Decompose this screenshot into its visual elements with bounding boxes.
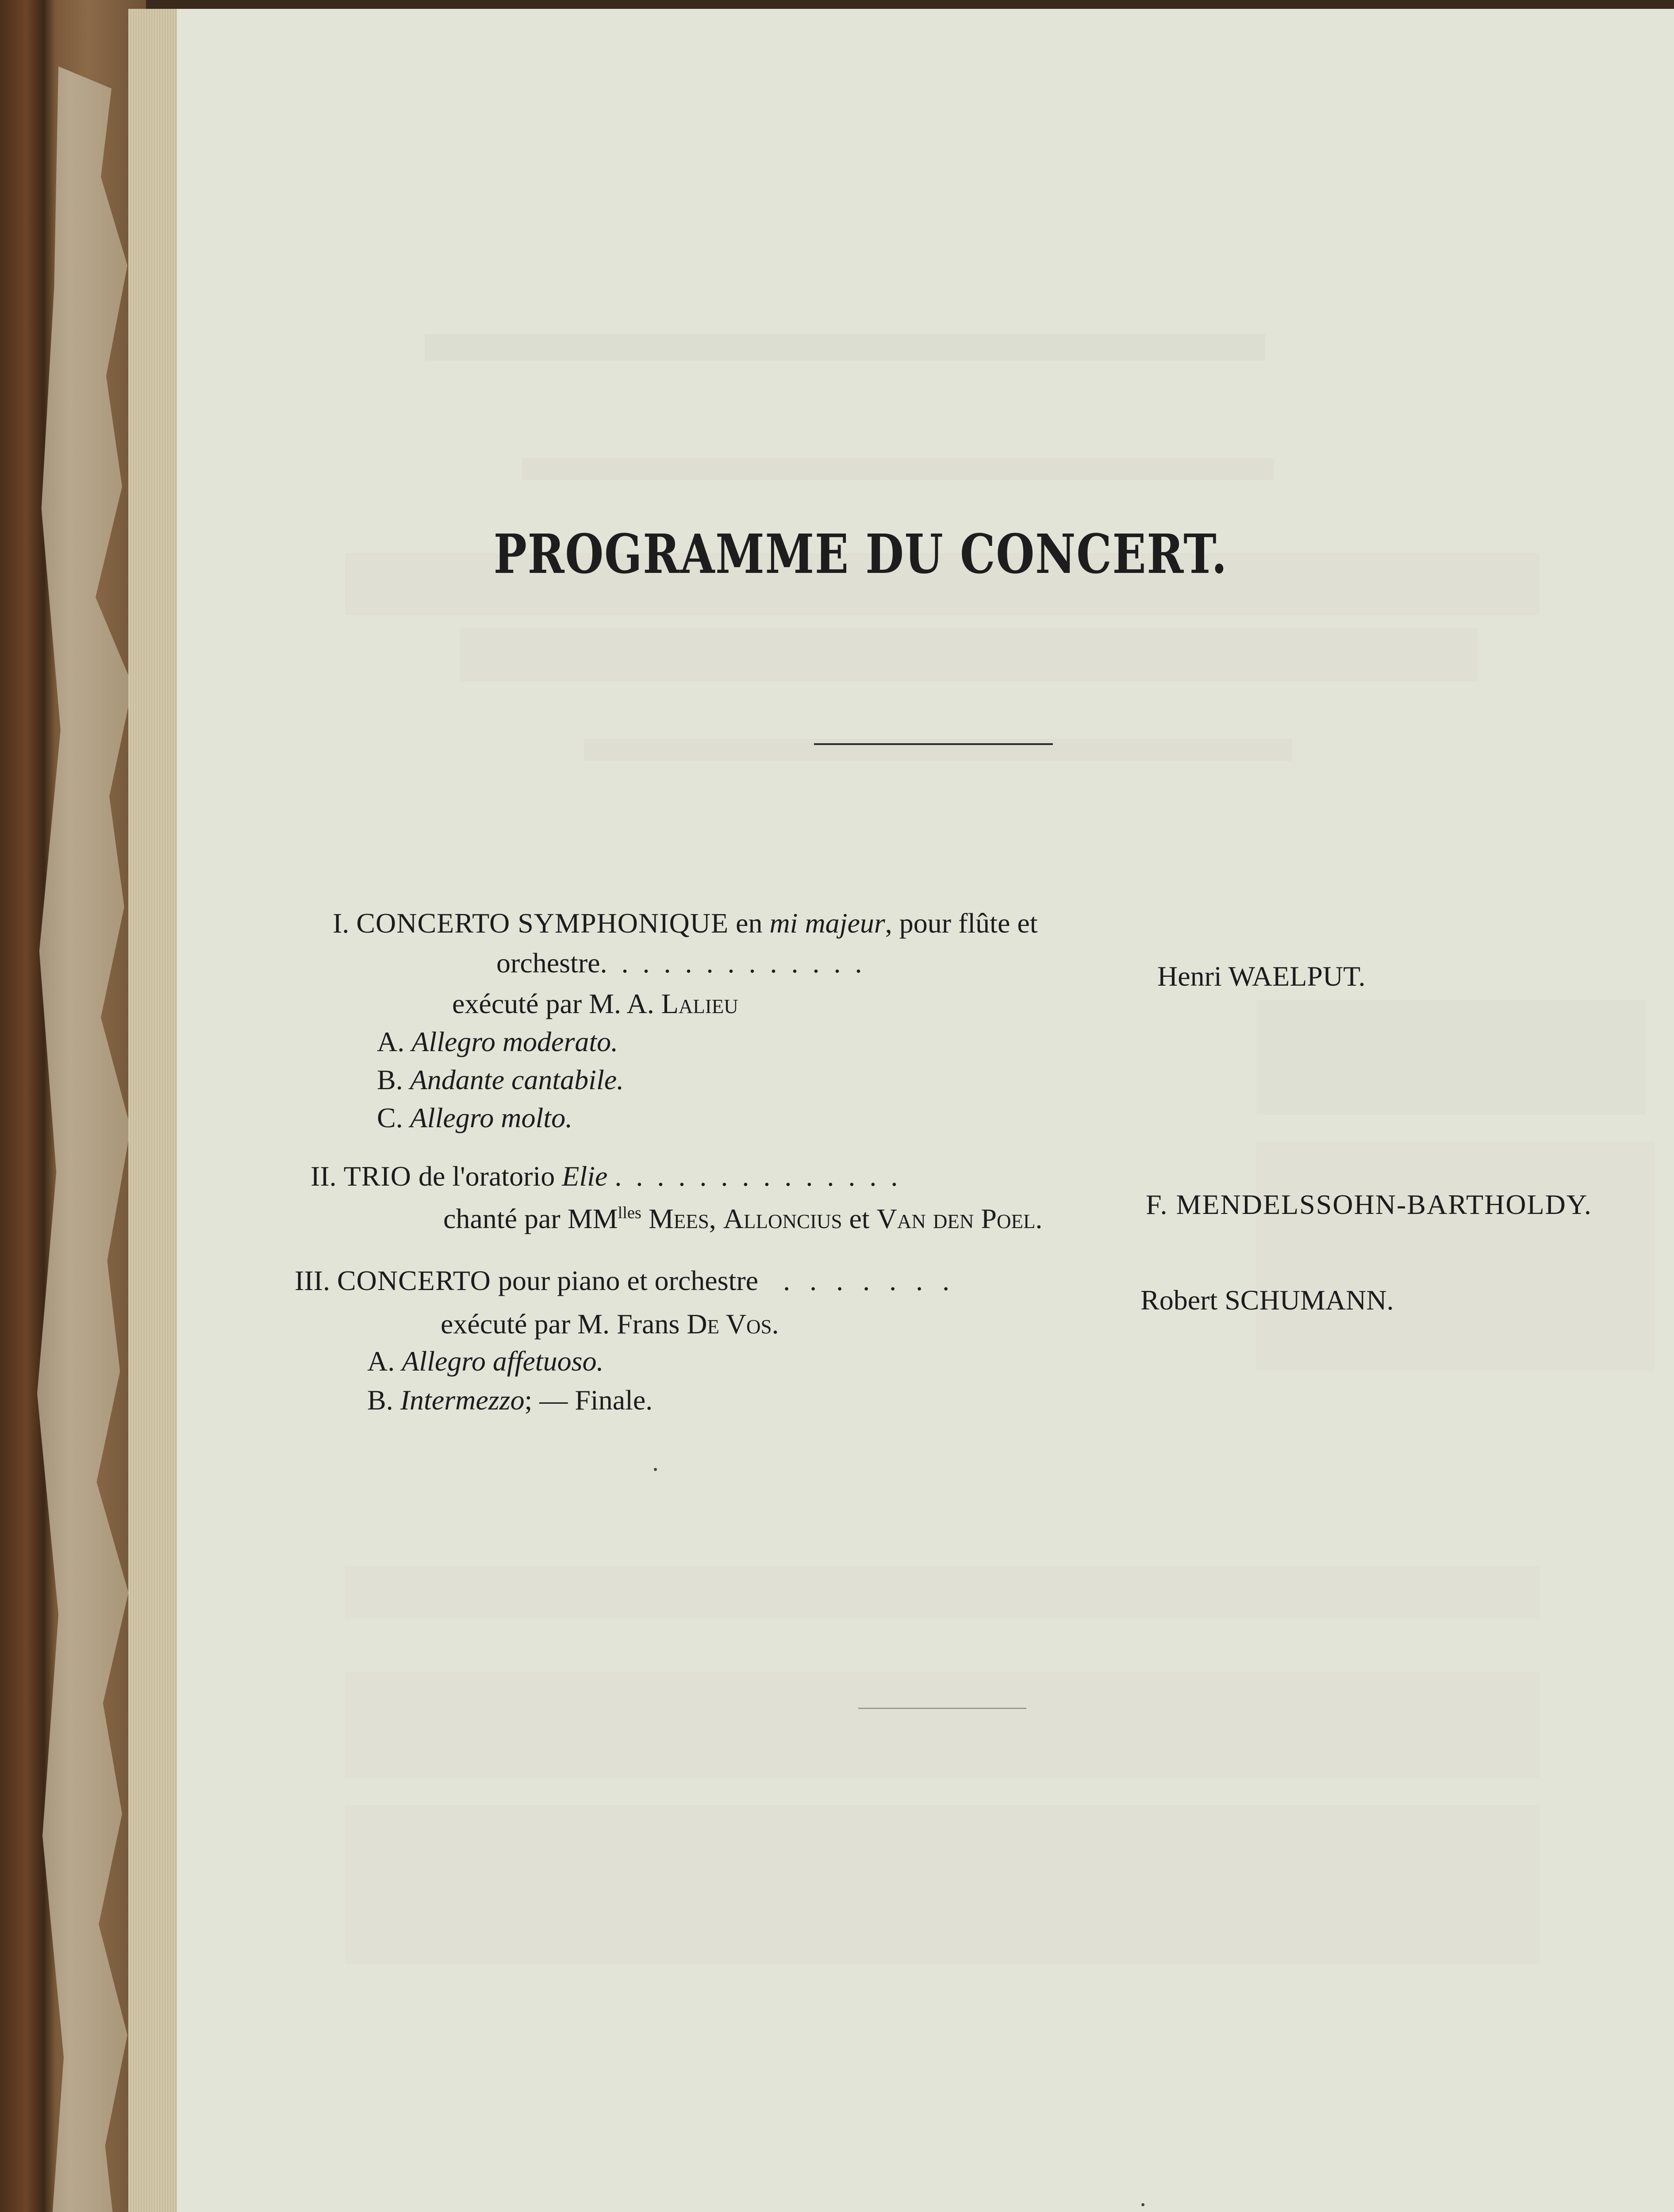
item-2-performance: chanté par $MM^{lles}$ Mees, Alloncius et Van den Poel. [443,1203,1043,1234]
bleed-through-line [584,739,1292,761]
item-3-movement-a [367,1345,603,1378]
item-1-desc-b: , pour flûte et [885,907,1038,939]
item-1-performance [452,987,738,1020]
item-3-dots: . . . . . . . [783,1265,956,1296]
item-2-composer: F. MENDELSSOHN-BARTHOLDY. [1146,1189,1592,1220]
item-2-dots: . . . . . . . . . . . . . . [614,1160,902,1192]
item-1-movement-a [377,1025,618,1058]
item-2-numeral: II. [311,1160,337,1192]
movement-letter: B. [367,1384,393,1416]
item-2-performer-c: Van den Poel. [876,1203,1043,1234]
item-2-perf-conj: et [849,1203,870,1234]
item-1-key: mi majeur [769,907,885,939]
item-1-movement-c [377,1102,572,1134]
ink-speck [1141,2203,1144,2206]
title-rule [814,743,1053,745]
movement-letter: A. [377,1026,405,1057]
item-3-line-1 [295,1264,956,1297]
item-2-performer-b: Alloncius [723,1203,842,1234]
bleed-through-line [522,458,1274,480]
item-1-line-2 [496,947,866,979]
item-2-desc-a: de l'oratorio [418,1160,555,1192]
item-2-perf-sup: lles [618,1203,641,1222]
item-1-work: CONCERTO SYMPHONIQUE [356,907,729,939]
bleed-through-line [345,1566,1540,1619]
movement-letter: A. [367,1345,395,1377]
item-1-perf-prefix: exécuté par M. A. [452,988,654,1019]
item-2-oratorio: Elie [562,1160,608,1192]
item-3-numeral: III. [295,1265,330,1296]
item-3-work: CONCERTO [337,1265,491,1296]
item-1-desc-a: en [736,907,763,939]
bleed-through-line [460,628,1478,681]
item-2-perf-prefix: chanté par MM [443,1203,618,1234]
item-3-composer: Robert SCHUMANN. [1140,1284,1394,1316]
page-stack-edge [128,9,177,2212]
bleed-through-line [345,1672,1540,1778]
item-2-work: TRIO [343,1160,411,1192]
item-1-movement-b [377,1064,624,1096]
bleed-through-line [345,1805,1540,1964]
movement-letter: C. [377,1102,403,1133]
item-1-performer: Lalieu [661,988,738,1019]
movement-name: Allegro molto. [410,1102,573,1133]
item-2-line-1 [311,1160,901,1193]
item-3-performance [441,1308,779,1340]
item-3-perf-prefix: exécuté par M. Frans [441,1308,680,1340]
movement-name: Andante cantabile. [410,1064,624,1095]
item-1-numeral: I. [333,907,349,939]
item-1-desc-line-2: orchestre [496,947,600,979]
bleed-through-line [425,334,1265,361]
item-1-line-1 [333,907,1038,940]
bleed-through-line [1256,1000,1646,1115]
movement-letter: B. [377,1064,403,1095]
movement-name: Allegro moderato. [411,1026,618,1057]
item-3-desc-a: pour piano et orchestre [498,1265,759,1296]
movement-name: Intermezzo [400,1384,525,1416]
page-title: PROGRAMME DU CONCERT. [493,522,1228,586]
movement-name: Allegro affetuoso. [402,1345,604,1377]
item-1-composer: Henri WAELPUT. [1157,960,1366,992]
movement-suffix: ; — Finale. [524,1384,653,1416]
ink-speck [654,1468,657,1471]
item-3-movement-b [367,1384,653,1417]
bleed-through-line [1256,1141,1655,1371]
item-1-dots: . . . . . . . . . . . . . [600,947,866,979]
item-3-performer: De Vos. [687,1308,779,1340]
item-2-performer-a: Mees [648,1203,709,1234]
ghost-rule [858,1708,1026,1709]
